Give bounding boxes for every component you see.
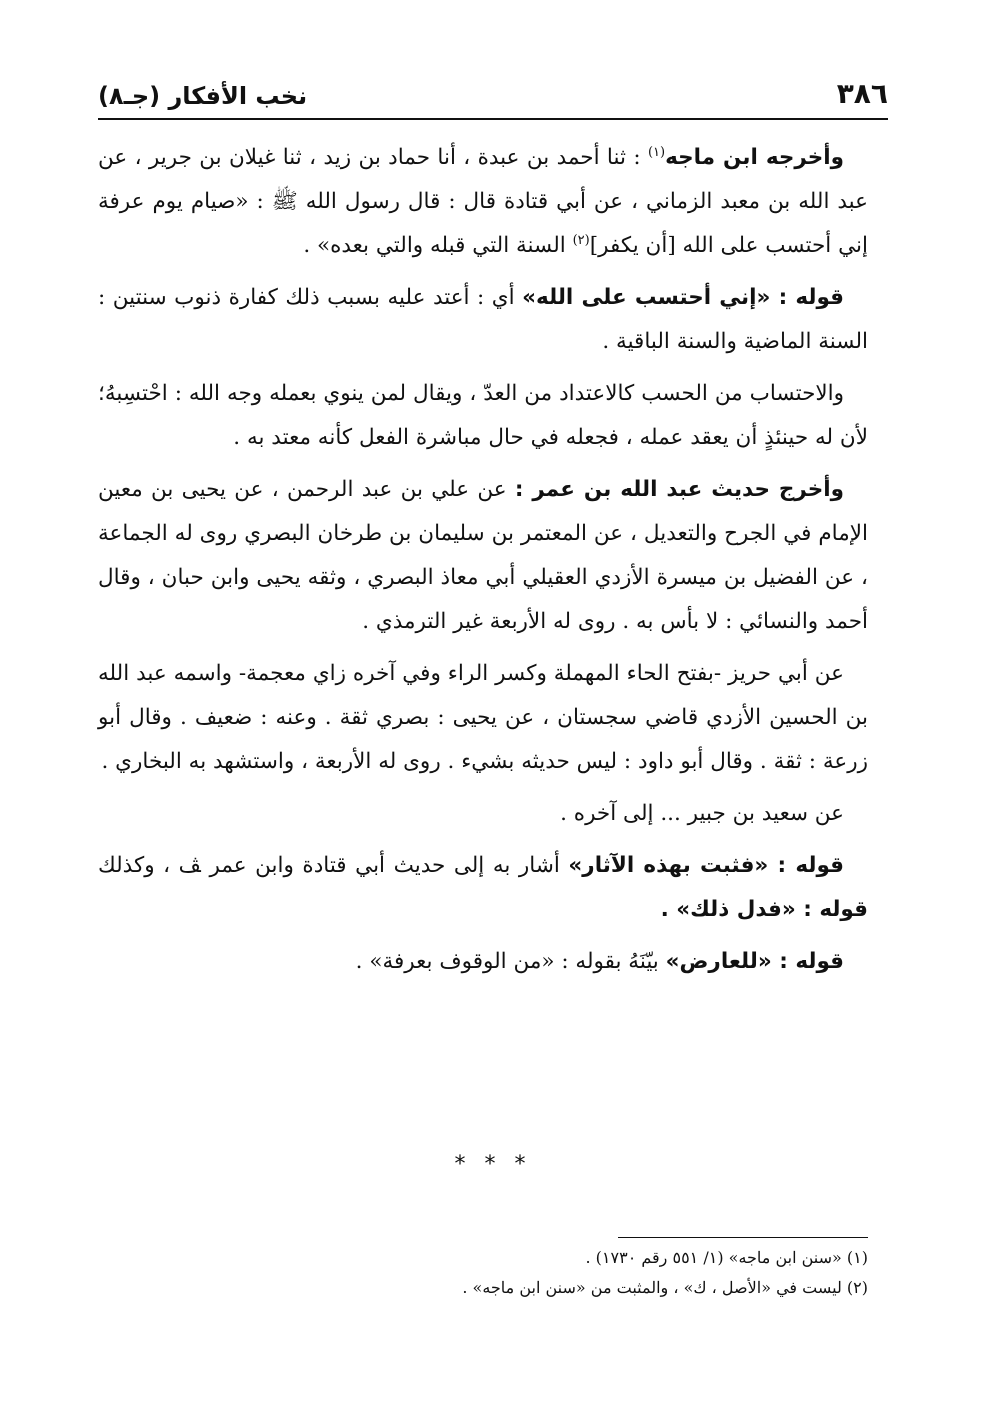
- paragraph-text: السنة التي قبله والتي بعده» .: [303, 233, 573, 258]
- paragraph-text: عن أبي حريز -بفتح الحاء المهملة وكسر الراء وفي آخره زاي معجمة- واسمه عبد الله بن الحسين الأزدي قاضي سجستان ، عن يحيى : بصري ثقة . وعنه : ضعيف . وقال أبو زرعة : ثقة . وقال أبو داود : ليس حديثه بشيء . روى له الأربعة ، واستشهد به البخاري .: [98, 661, 868, 774]
- footnotes: [98, 1243, 868, 1303]
- paragraph-lead: قوله : «إني أحتسب على الله»: [522, 285, 845, 310]
- paragraph-text: أي : أعتد عليه بسبب ذلك كفارة ذنوب سنتين : السنة الماضية والسنة الباقية .: [98, 285, 868, 354]
- running-title: نخب الأفكار (جـ٨): [98, 82, 308, 110]
- paragraph-text: : ثنا أحمد بن عبدة ، أنا حماد بن زيد ، ثنا غيلان بن جرير ، عن عبد الله بن معبد الزماني ، عن أبي قتادة قال : قال رسول الله ﷺ : «صيام يوم عرفة إني أحتسب على الله [أن يكفر]: [98, 145, 868, 258]
- paragraph-lead: قوله : «فدل ذلك» .: [660, 897, 868, 922]
- footnote-ref[interactable]: (٢): [572, 232, 590, 248]
- paragraph-lead: قوله : «فثبت بهذه الآثار»: [568, 853, 845, 878]
- paragraph-text: والاحتساب من الحسب كالاعتداد من العدّ ، ويقال لمن ينوي بعمله وجه الله : احْتسِبهُ؛ لأن له حينئذٍ أن يعقد عمله ، فجعله في حال مباشرة الفعل كأنه معتد به .: [98, 381, 868, 450]
- paragraph-2: [98, 276, 868, 364]
- paragraph-lead: قوله : «للعارض»: [665, 949, 844, 974]
- paragraph-text: عن سعيد بن جبير ... إلى آخره .: [560, 801, 844, 826]
- paragraph-8: [98, 940, 868, 984]
- page-header: [98, 62, 888, 110]
- paragraph-text: عن علي بن عبد الرحمن ، عن يحيى بن معين الإمام في الجرح والتعديل ، عن المعتمر بن سليمان بن طرخان البصري روى له الجماعة ، عن الفضيل بن ميسرة الأزدي العقيلي أبي معاذ البصري ، وثقه يحيى وابن حبان ، وقال أحمد والنسائي : لا بأس به . روى له الأربعة غير الترمذي .: [98, 477, 868, 634]
- paragraph-4: [98, 468, 868, 644]
- paragraph-lead: وأخرجه ابن ماجه: [665, 145, 844, 170]
- main-text: [98, 136, 868, 992]
- paragraph-3: [98, 372, 868, 460]
- section-separator: * * *: [454, 1152, 532, 1177]
- paragraph-1: [98, 136, 868, 268]
- paragraph-text: أشار به إلى حديث أبي قتادة وابن عمر ﭫ ، وكذلك: [98, 853, 569, 878]
- paragraph-5: [98, 652, 868, 784]
- footnote-rule: [618, 1237, 868, 1238]
- footnote-1: (١) «سنن ابن ماجه» (١/ ٥٥١ رقم ١٧٣٠) .: [585, 1248, 868, 1267]
- footnote-2: (٢) ليست في «الأصل ، ك» ، والمثبت من «سنن ابن ماجه» .: [462, 1278, 868, 1297]
- paragraph-lead: وأخرج حديث عبد الله بن عمر :: [514, 477, 845, 502]
- page-number: ٣٨٦: [836, 77, 888, 110]
- paragraph-6: [98, 792, 868, 836]
- footnote-ref[interactable]: (١): [647, 144, 666, 160]
- header-rule: [98, 118, 888, 120]
- paragraph-7: [98, 844, 868, 932]
- paragraph-text: بيّنَهُ بقوله : «من الوقوف بعرفة» .: [355, 949, 666, 974]
